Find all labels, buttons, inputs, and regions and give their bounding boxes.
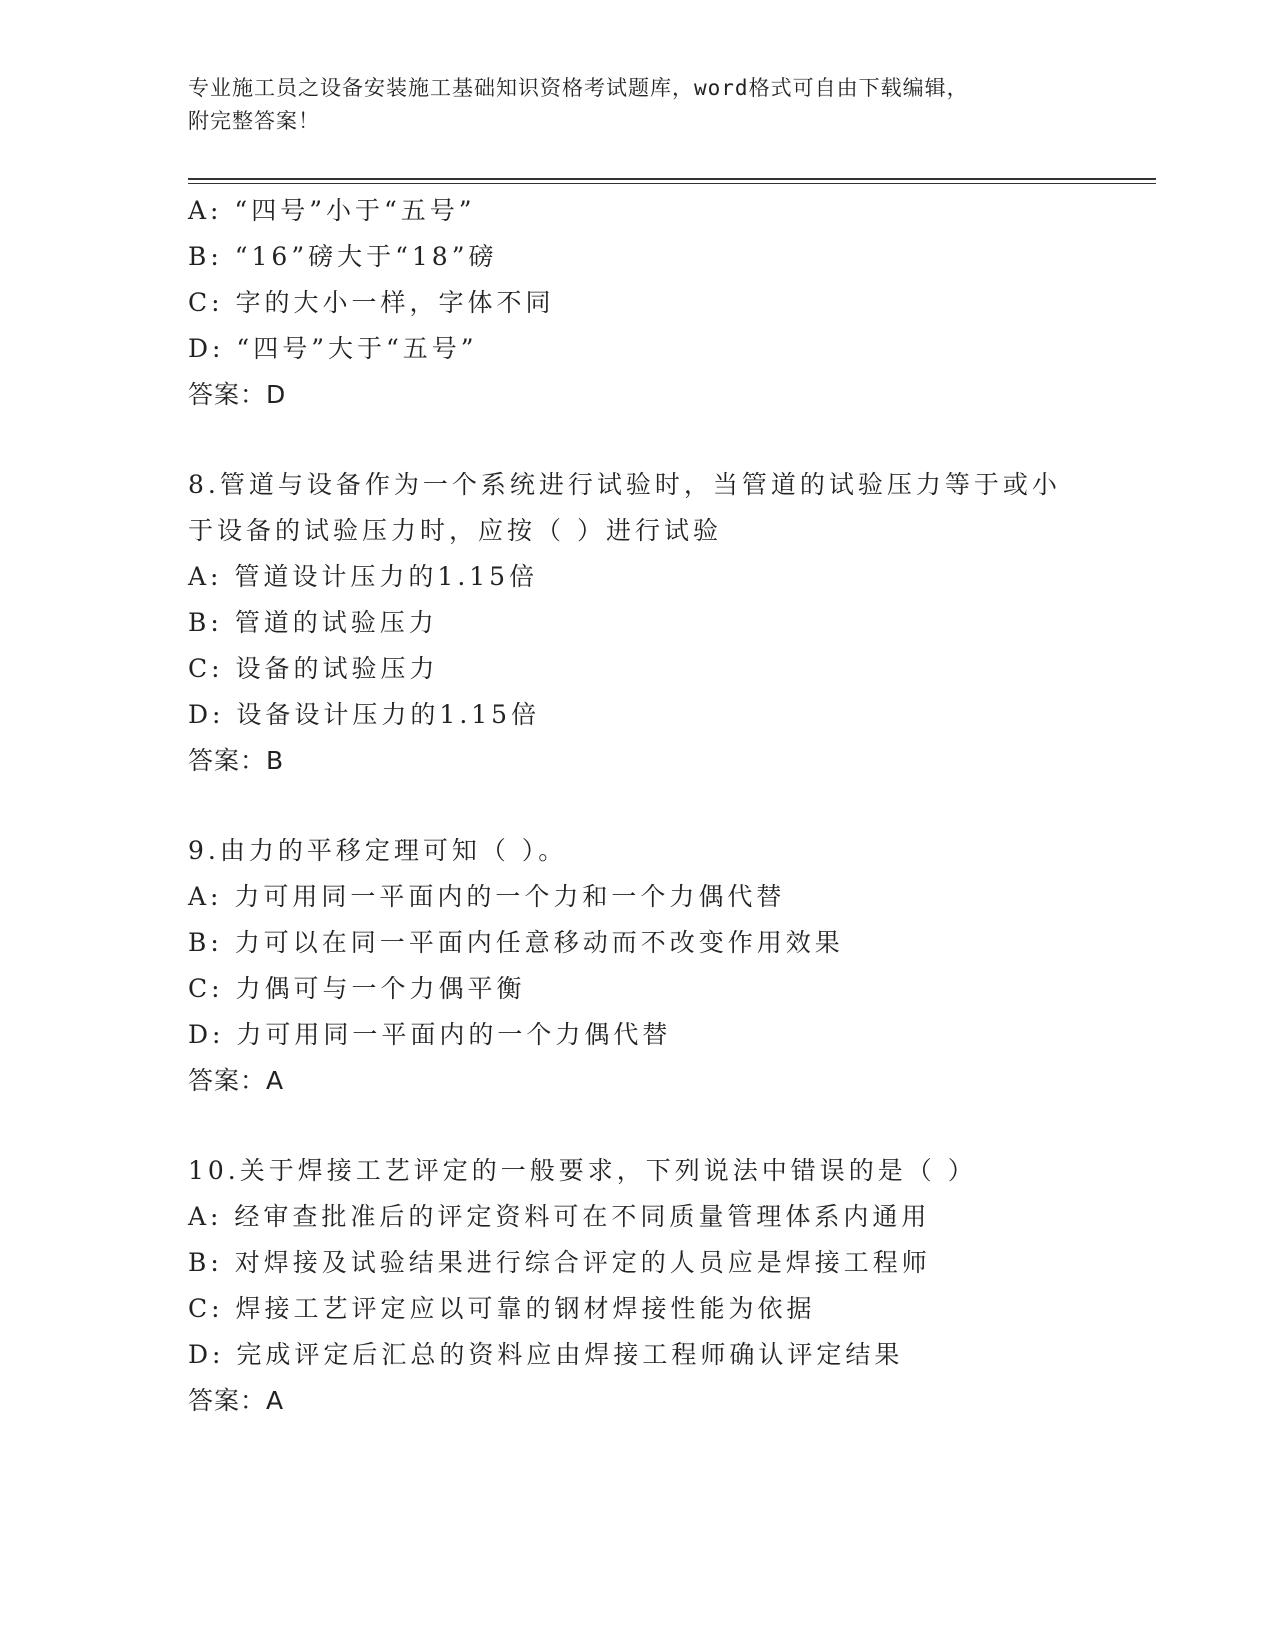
option-d: D: 力可用同一平面内的一个力偶代替 [188,1020,672,1049]
option-c: C: 力偶可与一个力偶平衡 [188,974,526,1003]
header-line-2: 附完整答案！ [188,109,320,133]
question-10 [188,1148,1128,1424]
option-a: A: 管道设计压力的1.15倍 [188,562,539,591]
answer: 答案：B [188,746,285,775]
option-b: B: “16”磅大于“18”磅 [188,242,498,271]
answer: 答案：D [188,380,287,409]
header-divider-thin [188,183,1156,184]
header-line-1: 专业施工员之设备安装施工基础知识资格考试题库，word格式可自由下载编辑， [188,76,969,100]
option-a: A: 力可用同一平面内的一个力和一个力偶代替 [188,882,786,911]
question-7 [188,188,1128,418]
option-d: D: 设备设计压力的1.15倍 [188,700,541,729]
option-a: A: “四号”小于“五号” [188,196,476,225]
spacer [188,418,1128,462]
question-stem: 10.关于焊接工艺评定的一般要求，下列说法中错误的是（ ） [188,1156,977,1185]
option-b: B: 管道的试验压力 [188,608,438,637]
option-a: A: 经审查批准后的评定资料可在不同质量管理体系内通用 [188,1202,931,1231]
option-d: D: 完成评定后汇总的资料应由焊接工程师确认评定结果 [188,1340,904,1369]
header-divider-thick [188,178,1156,180]
question-stem: 8.管道与设备作为一个系统进行试验时，当管道的试验压力等于或小 [188,470,1061,499]
option-c: C: 焊接工艺评定应以可靠的钢材焊接性能为依据 [188,1294,816,1323]
question-8 [188,462,1128,784]
option-b: B: 力可以在同一平面内任意移动而不改变作用效果 [188,928,844,957]
question-9 [188,828,1128,1104]
question-stem: 9.由力的平移定理可知（ ）。 [188,836,568,865]
spacer [188,1104,1128,1148]
option-b: B: 对焊接及试验结果进行综合评定的人员应是焊接工程师 [188,1248,931,1277]
option-d: D: “四号”大于“五号” [188,334,478,363]
spacer [188,784,1128,828]
option-c: C: 字的大小一样，字体不同 [188,288,555,317]
option-c: C: 设备的试验压力 [188,654,439,683]
question-list [188,188,1128,1424]
answer: 答案：A [188,1386,285,1415]
document-header [188,72,1088,138]
question-stem-continued: 于设备的试验压力时，应按（ ）进行试验 [188,516,722,545]
answer: 答案：A [188,1066,285,1095]
